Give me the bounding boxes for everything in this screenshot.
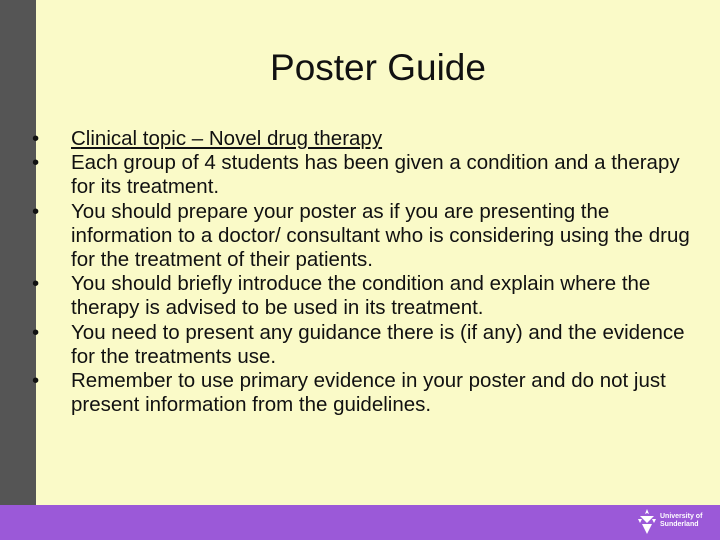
university-logo xyxy=(630,507,710,537)
bullet-item xyxy=(30,200,698,273)
university-crest-icon xyxy=(636,508,658,536)
bullet-item xyxy=(30,369,698,417)
bullet-item xyxy=(30,321,698,369)
bullet-text: You should briefly introduce the condition and explain where the therapy is advised to be used in its treatment. xyxy=(71,272,651,320)
bullet-item xyxy=(30,127,698,151)
bullet-text: You should prepare your poster as if you are presenting the information to a doctor/ consultant who is considering using the drug for the treatment of their patients. xyxy=(71,199,690,272)
bullet-dot: • xyxy=(32,127,40,150)
bottom-accent-bar xyxy=(0,505,720,540)
logo-text xyxy=(660,513,702,529)
bullet-text: Each group of 4 students has been given a condition and a therapy for its treatment. xyxy=(71,151,680,199)
slide-title: Poster Guide xyxy=(270,47,486,88)
bullet-item xyxy=(30,272,698,320)
bullet-list xyxy=(30,127,698,417)
logo-line-1: University of xyxy=(660,513,703,520)
bullet-text: You need to present any guidance there is (if any) and the evidence for the treatments use. xyxy=(71,320,685,368)
bullet-dot: • xyxy=(32,151,40,175)
bullet-dot: • xyxy=(32,199,40,223)
bullet-text: Clinical topic – Novel drug therapy xyxy=(71,127,383,150)
logo-line-2: Sunderland xyxy=(660,521,699,528)
bullet-item xyxy=(30,151,698,199)
bullet-dot: • xyxy=(32,272,40,296)
bullet-dot: • xyxy=(32,320,40,344)
bullet-dot: • xyxy=(32,369,40,393)
bullet-text: Remember to use primary evidence in your poster and do not just present information from the guidelines. xyxy=(71,369,666,417)
